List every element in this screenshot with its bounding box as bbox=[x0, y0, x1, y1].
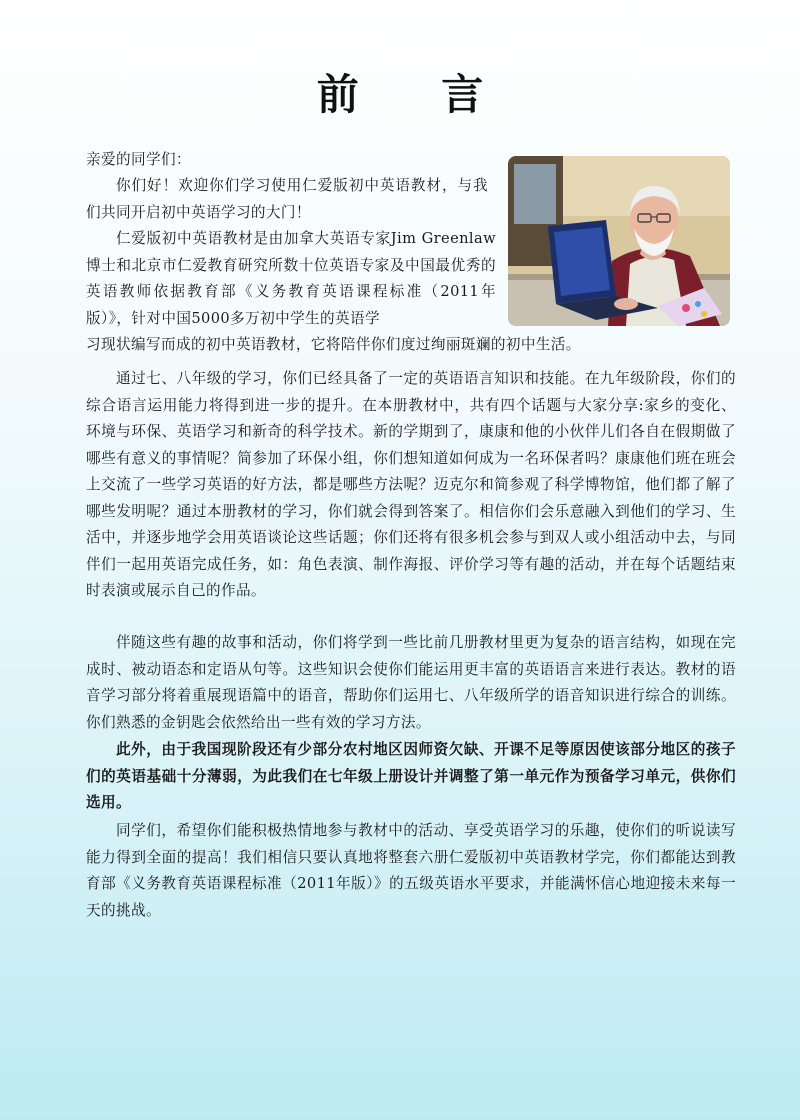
paragraph-topics: 通过七、八年级的学习，你们已经具备了一定的英语语言知识和技能。在九年级阶段，你们的综合语言运用能力将得到进一步的提升。在本册教材中，共有四个话题与大家分享:家乡的变化、环境与环保、英语学习和新奇的科学技术。新的学期到了，康康和他的小伙伴儿们各自在假期做了哪些有意义的事情呢？简参加了环保小组，你们想知道如何成为一名环保者吗？康康他们班在班会上交流了一些学习英语的好方法，都是哪些方法呢？迈克尔和简参观了科学博物馆，他们都了解了哪些发明呢？通过本册教材的学习，你们就会得到答案了。相信你们会乐意融入到他们的学习、生活中，并逐步地学会用英语谈论这些话题；你们还将有很多机会参与到双人或小组活动中去，与同伴们一起用英语完成任务，如：角色表演、制作海报、评价学习等有趣的活动，并在每个话题结束时表演或展示自己的作品。 bbox=[86, 370, 736, 599]
salutation: 亲爱的同学们： bbox=[86, 151, 191, 168]
paragraph-grammar: 伴随这些有趣的故事和活动，你们将学到一些比前几册教材里更为复杂的语言结构，如现在完成时、被动语态和定语从句等。这些知识会使你们能运用更丰富的英语语言来进行表达。教材的语音学习部分将着重展现语篇中的语音，帮助你们运用七、八年级所学的语音知识进行综合的训练。你们熟悉的金钥匙会依然给出一些有效的学习方法。 bbox=[86, 634, 736, 731]
paragraph-welcome: 你们好！欢迎你们学习使用仁爱版初中英语教材，与我们共同开启初中英语学习的大门！ bbox=[86, 177, 488, 221]
author-photo-illustration bbox=[508, 156, 730, 326]
paragraph-textbook-intro-continued: 习现状编写而成的初中英语教材，它将陪伴你们度过绚丽斑斓的初中生活。 bbox=[86, 336, 581, 353]
page-title: 前 言 bbox=[316, 70, 518, 119]
paragraph-preparatory-unit: 此外，由于我国现阶段还有少部分农村地区因师资欠缺、开课不足等原因使该部分地区的孩子们的英语基础十分薄弱，为此我们在七年级上册设计并调整了第一单元作为预备学习单元，供你们选用。 bbox=[86, 741, 736, 811]
paragraph-closing: 同学们，希望你们能积极热情地参与教材中的活动、享受英语学习的乐趣，使你们的听说读写能力得到全面的提高！我们相信只要认真地将整套六册仁爱版初中英语教材学完，你们都能达到教育部《义务教育英语课程标准（2011年版）》的五级英语水平要求，并能满怀信心地迎接未来每一天的挑战。 bbox=[86, 822, 736, 919]
author-photo bbox=[508, 156, 730, 326]
paragraph-textbook-intro: 仁爱版初中英语教材是由加拿大英语专家Jim Greenlaw博士和北京市仁爱教育研究所数十位英语专家及中国最优秀的英语教师依据教育部《义务教育英语课程标准（2011年版）》，针对中国5000多万初中学生的英语学 bbox=[86, 230, 496, 327]
